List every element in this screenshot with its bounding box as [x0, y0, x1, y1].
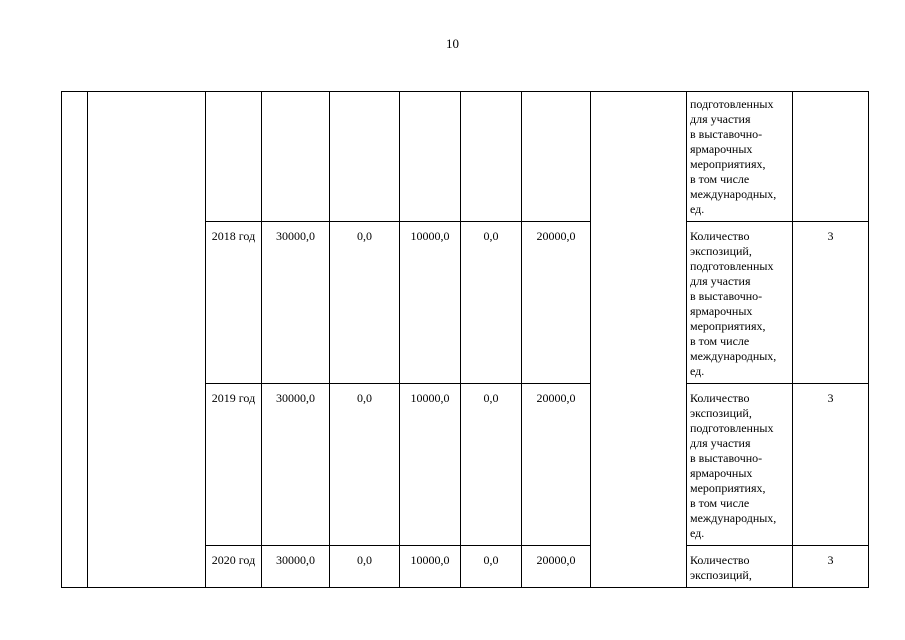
cell-number	[62, 92, 88, 588]
cell-federal: 0,0	[330, 546, 400, 588]
cell-value: 3	[793, 546, 869, 588]
cell-value: 3	[793, 222, 869, 384]
cell-regional	[400, 92, 461, 222]
cell-local: 0,0	[461, 546, 522, 588]
cell-local: 0,0	[461, 222, 522, 384]
cell-regional: 10000,0	[400, 384, 461, 546]
cell-value	[793, 92, 869, 222]
cell-executor	[591, 92, 687, 588]
cell-year: 2019 год	[206, 384, 262, 546]
cell-other	[522, 92, 591, 222]
cell-other: 20000,0	[522, 546, 591, 588]
cell-year	[206, 92, 262, 222]
cell-total: 30000,0	[262, 222, 330, 384]
cell-regional: 10000,0	[400, 222, 461, 384]
cell-year: 2020 год	[206, 546, 262, 588]
cell-total: 30000,0	[262, 546, 330, 588]
cell-federal	[330, 92, 400, 222]
cell-value: 3	[793, 384, 869, 546]
cell-total	[262, 92, 330, 222]
cell-indicator: Количество экспозиций, подготовленных для участия в выставочно- ярмарочных мероприятиях, в том числе международных, ед.	[687, 384, 793, 546]
cell-other: 20000,0	[522, 222, 591, 384]
cell-local	[461, 92, 522, 222]
cell-indicator: Количество экспозиций,	[687, 546, 793, 588]
cell-indicator: подготовленных для участия в выставочно- ярмарочных мероприятиях, в том числе международных, ед.	[687, 92, 793, 222]
cell-regional: 10000,0	[400, 546, 461, 588]
table-row-continuation	[62, 92, 869, 222]
cell-local: 0,0	[461, 384, 522, 546]
page-number: 10	[446, 36, 459, 51]
cell-federal: 0,0	[330, 384, 400, 546]
cell-year: 2018 год	[206, 222, 262, 384]
cell-event-name	[88, 92, 206, 588]
cell-total: 30000,0	[262, 384, 330, 546]
cell-federal: 0,0	[330, 222, 400, 384]
program-table	[61, 91, 869, 588]
cell-indicator: Количество экспозиций, подготовленных для участия в выставочно- ярмарочных мероприятиях, в том числе международных, ед.	[687, 222, 793, 384]
cell-other: 20000,0	[522, 384, 591, 546]
